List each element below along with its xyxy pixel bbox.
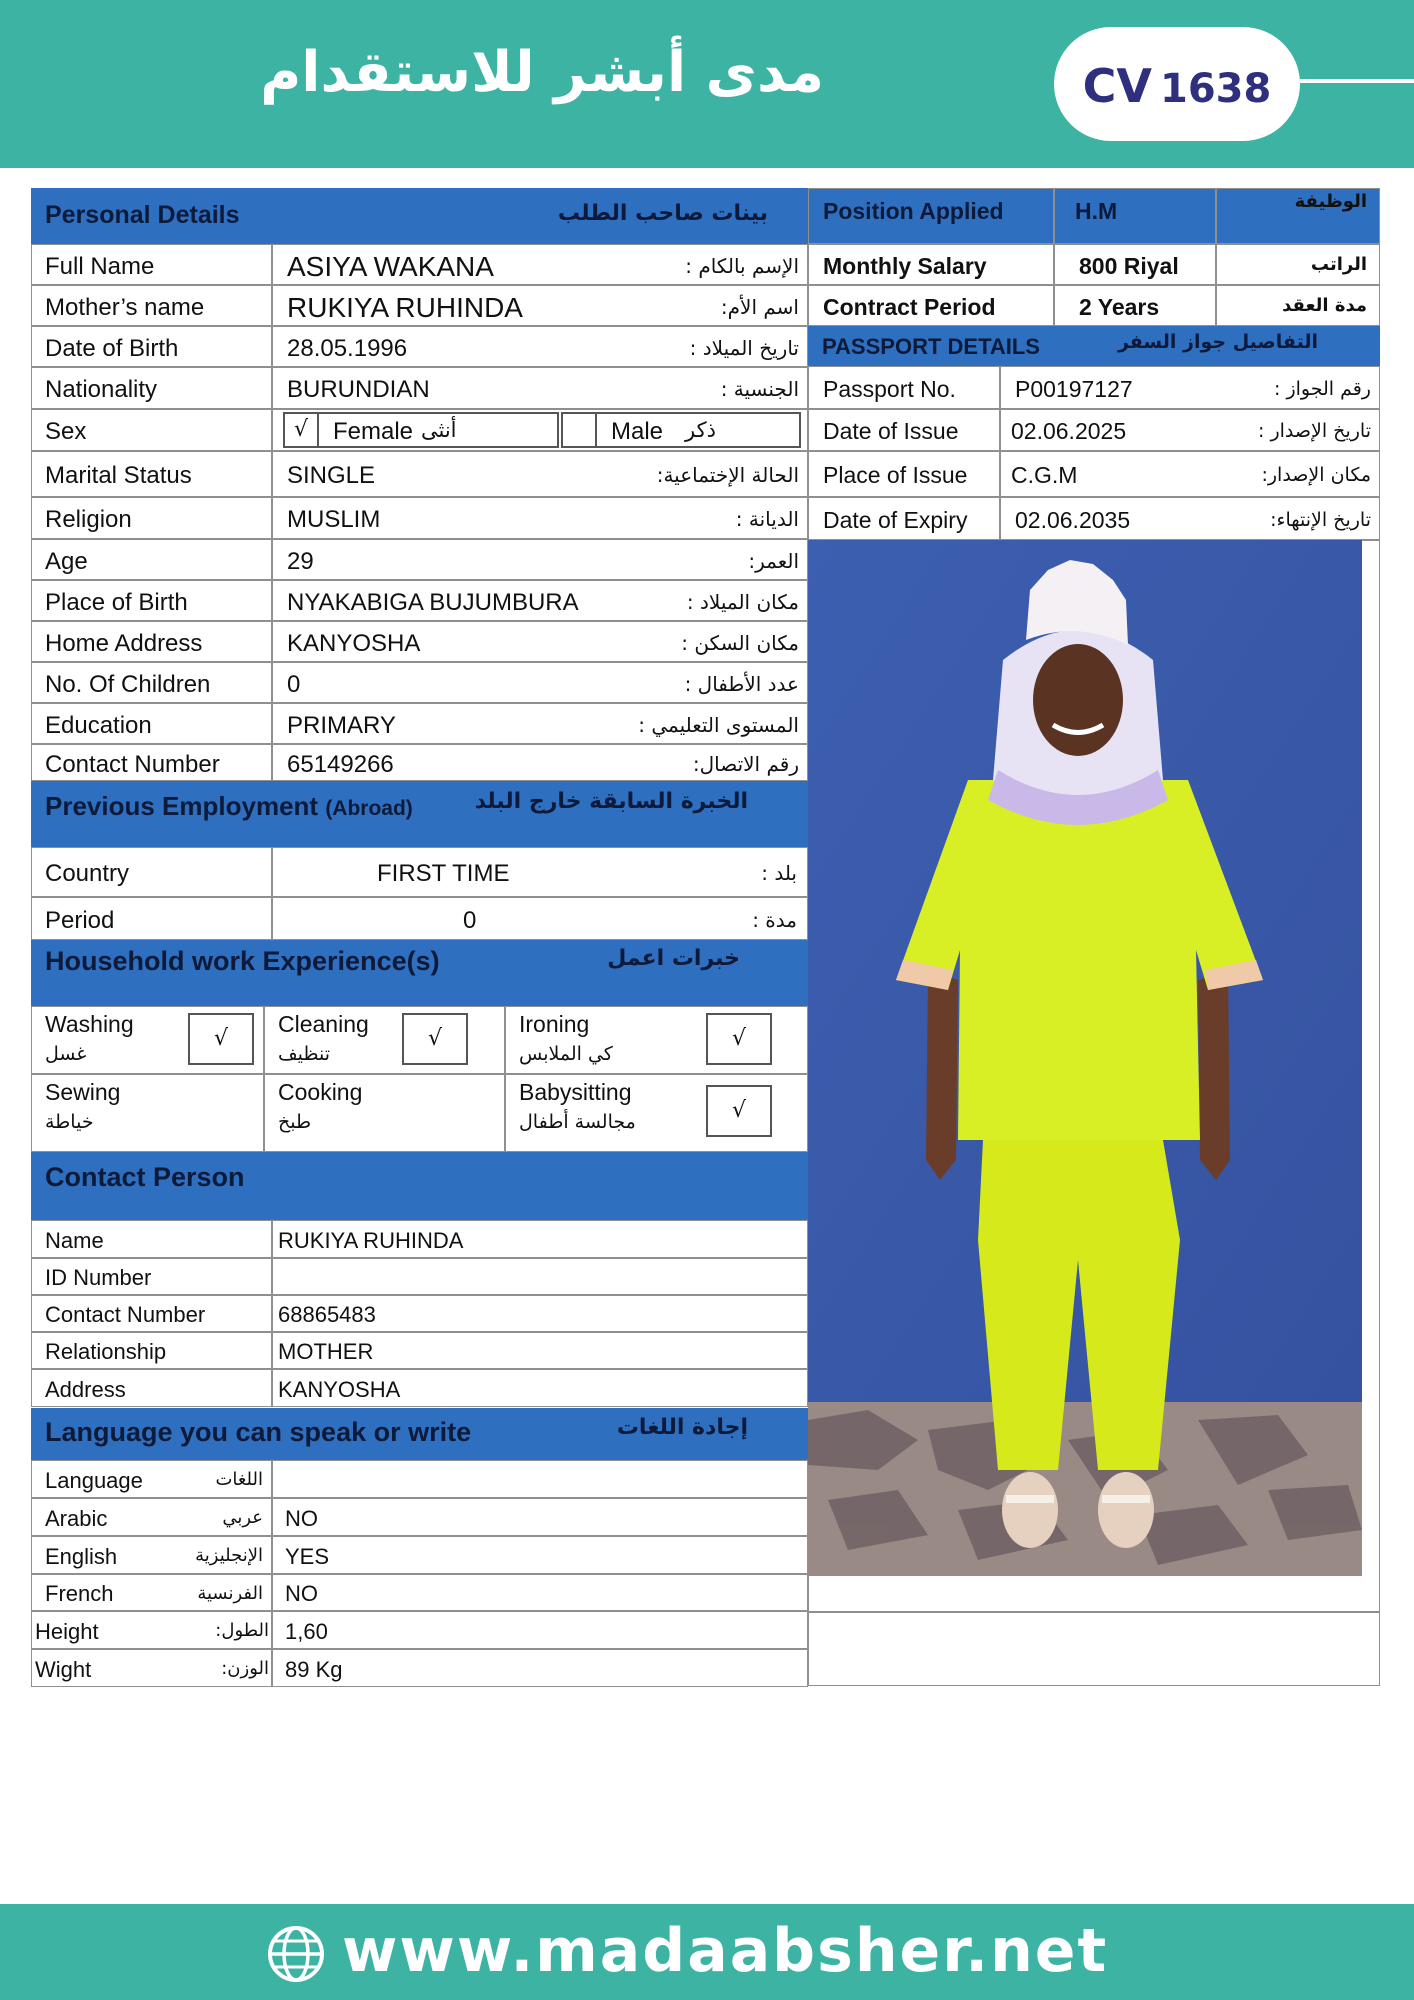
- passport-label-ar: تاريخ الإنتهاء:: [1270, 508, 1371, 531]
- personal-label-cell: [31, 326, 272, 367]
- personal-label-ar: المستوى التعليمي :: [638, 712, 799, 737]
- passport-label-cell: [808, 366, 1000, 409]
- personal-value: PRIMARY: [287, 711, 396, 739]
- skill-label: Washing: [45, 1011, 134, 1037]
- personal-label: Religion: [45, 506, 132, 533]
- skill-label-ar: تنظيف: [278, 1043, 331, 1065]
- position-value-cell: [1054, 244, 1216, 285]
- passport-label-ar: تاريخ الإصدار :: [1258, 420, 1371, 442]
- prev-label-ar: مدة :: [752, 907, 797, 932]
- contact-label-cell: [31, 1295, 272, 1332]
- personal-label-cell: [31, 285, 272, 326]
- contact-value-cell: [272, 1369, 808, 1407]
- language-value-cell: [272, 1498, 808, 1536]
- personal-value-cell: [272, 326, 808, 367]
- skill-label-ar: خياطة: [45, 1111, 94, 1133]
- agency-title: مدى أبشر للاستقدام: [260, 40, 824, 105]
- position-label-cell: [808, 188, 1054, 244]
- prev-label-cell: [31, 897, 272, 940]
- personal-value-cell: [272, 497, 808, 539]
- language-value: 1,60: [285, 1618, 328, 1644]
- language-label-ar: الإنجليزية: [195, 1545, 263, 1566]
- language-value: NO: [285, 1581, 318, 1606]
- sex-label: Sex: [45, 418, 87, 445]
- language-label: Language: [45, 1467, 143, 1493]
- photo-bottom-cell: [808, 1612, 1380, 1686]
- personal-label-ar: تاريخ الميلاد :: [689, 335, 799, 360]
- candidate-photo: [808, 540, 1362, 1576]
- passport-title: PASSPORT DETAILS: [822, 334, 1040, 359]
- contact-person-header: [31, 1152, 808, 1220]
- position-value: H.M: [1075, 198, 1118, 224]
- passport-value-cell: [1000, 366, 1380, 409]
- contact-label-cell: [31, 1369, 272, 1407]
- skill-label-ar: مجالسة أطفال: [519, 1111, 636, 1133]
- skill-checkbox[interactable]: √: [706, 1085, 772, 1137]
- personal-value-cell: [272, 244, 808, 285]
- personal-label: Marital Status: [45, 462, 192, 489]
- contact-label: Name: [45, 1227, 104, 1253]
- skill-checkbox[interactable]: √: [706, 1013, 772, 1065]
- female-label-ar: أنثى: [421, 418, 457, 442]
- contact-value-cell: [272, 1258, 808, 1295]
- household-title: Household work Experience(s): [45, 946, 440, 976]
- male-label-ar: ذكر: [685, 418, 716, 442]
- passport-label-cell: [808, 451, 1000, 497]
- passport-label-ar: رقم الجواز :: [1274, 377, 1371, 400]
- personal-label: No. Of Children: [45, 670, 211, 698]
- position-value: 800 Riyal: [1079, 252, 1179, 279]
- skill-checkbox[interactable]: √: [188, 1013, 254, 1065]
- personal-value: 29: [287, 547, 314, 575]
- cv-badge: [1054, 27, 1300, 141]
- language-label-ar: عربي: [222, 1507, 263, 1528]
- personal-label: Age: [45, 547, 88, 575]
- prev-label: Country: [45, 860, 130, 887]
- previous-employment-header: [31, 781, 808, 847]
- personal-label-cell: [31, 621, 272, 662]
- passport-label-ar: مكان الإصدار:: [1261, 464, 1371, 486]
- male-box: [595, 412, 801, 448]
- position-label: Contract Period: [823, 293, 996, 320]
- skill-cell: [31, 1074, 264, 1152]
- passport-title-ar: التفاصيل جواز السفر: [1117, 331, 1318, 353]
- personal-value-cell: [272, 662, 808, 703]
- language-label-ar: الفرنسية: [197, 1582, 263, 1604]
- position-label-ar: الراتب: [1310, 253, 1367, 275]
- personal-label-ar: العمر:: [748, 548, 799, 573]
- candidate-photo-illustration: [808, 540, 1362, 1576]
- language-label: Height: [35, 1618, 99, 1644]
- language-label-cell: [31, 1611, 272, 1649]
- personal-value-cell: [272, 367, 808, 409]
- male-label: Male: [611, 418, 664, 445]
- personal-value: MUSLIM: [287, 506, 381, 533]
- personal-value: SINGLE: [287, 462, 376, 489]
- language-value-cell: [272, 1574, 808, 1611]
- personal-label: Education: [45, 711, 152, 739]
- skill-label-ar: غسل: [45, 1043, 87, 1065]
- contact-value-cell: [272, 1332, 808, 1369]
- personal-label-ar: مكان الميلاد :: [686, 589, 799, 614]
- personal-value-cell: [272, 744, 808, 781]
- personal-label-cell: [31, 703, 272, 744]
- personal-value: BURUNDIAN: [287, 376, 430, 403]
- personal-value-cell: [272, 580, 808, 621]
- personal-value: RUKIYA RUHINDA: [287, 291, 523, 323]
- skill-cell: [505, 1074, 808, 1152]
- prev-value: FIRST TIME: [377, 860, 510, 887]
- contact-label-cell: [31, 1220, 272, 1258]
- previous-employment-title: Previous Employment (Abroad): [45, 791, 413, 821]
- personal-label: Nationality: [45, 376, 158, 403]
- personal-label: Full Name: [45, 252, 155, 280]
- passport-value-cell: [1000, 451, 1380, 497]
- language-value-cell: [272, 1460, 808, 1498]
- passport-value: 02.06.2035: [1015, 506, 1131, 533]
- passport-label: Passport No.: [823, 375, 956, 402]
- male-checkbox[interactable]: [561, 412, 597, 448]
- contact-value: 68865483: [278, 1302, 376, 1327]
- header-band: [0, 0, 1414, 168]
- language-label: English: [45, 1543, 118, 1569]
- language-label: French: [45, 1581, 114, 1606]
- personal-label: Place of Birth: [45, 588, 188, 616]
- personal-label-ar: اسم الأم:: [720, 294, 799, 319]
- personal-value-cell: [272, 703, 808, 744]
- position-label-cell: [808, 244, 1054, 285]
- language-label-cell: [31, 1460, 272, 1498]
- personal-label-cell: [31, 539, 272, 580]
- position-label: Position Applied: [823, 198, 1004, 224]
- languages-title: Language you can speak or write: [45, 1417, 472, 1447]
- language-label: Wight: [35, 1656, 92, 1682]
- skill-label: Cleaning: [278, 1011, 369, 1037]
- globe-icon: [266, 1924, 326, 1984]
- position-value-cell: [1054, 285, 1216, 326]
- contact-label: Relationship: [45, 1339, 167, 1364]
- contact-value-cell: [272, 1220, 808, 1258]
- skill-label-ar: طبخ: [278, 1111, 312, 1133]
- personal-value: KANYOSHA: [287, 629, 421, 657]
- personal-label-cell: [31, 497, 272, 539]
- personal-details-header: [31, 188, 808, 244]
- personal-label-cell: [31, 451, 272, 497]
- passport-value-cell: [1000, 409, 1380, 451]
- contact-label: ID Number: [45, 1265, 152, 1290]
- personal-label-ar: الجنسية :: [720, 377, 799, 401]
- previous-employment-title-ar: الخبرة السابقة خارج البلد: [474, 789, 748, 814]
- contact-person-title: Contact Person: [45, 1162, 245, 1192]
- sex-label-cell: [31, 409, 272, 451]
- personal-value: NYAKABIGA BUJUMBURA: [287, 588, 579, 616]
- contact-value: KANYOSHA: [278, 1376, 401, 1402]
- language-label-cell: [31, 1649, 272, 1687]
- header-divider: [1300, 79, 1414, 83]
- personal-label: Contact Number: [45, 750, 220, 778]
- language-value: 89 Kg: [285, 1656, 343, 1682]
- prev-value: 0: [463, 906, 477, 934]
- personal-label-ar: عدد الأطفال :: [684, 671, 799, 696]
- prev-label: Period: [45, 906, 115, 934]
- contact-value: RUKIYA RUHINDA: [278, 1227, 464, 1253]
- sex-value-cell: [272, 409, 808, 451]
- skill-label: Sewing: [45, 1079, 121, 1105]
- passport-label: Date of Issue: [823, 418, 959, 444]
- passport-value: P00197127: [1015, 375, 1133, 402]
- skill-label: Ironing: [519, 1011, 590, 1037]
- position-label-ar-cell: [1216, 285, 1380, 326]
- personal-value-cell: [272, 285, 808, 326]
- prev-label-cell: [31, 847, 272, 897]
- prev-label-ar: بلد :: [761, 861, 797, 885]
- personal-label-cell: [31, 662, 272, 703]
- personal-label-cell: [31, 580, 272, 621]
- passport-label-cell: [808, 497, 1000, 540]
- language-label: Arabic: [45, 1505, 108, 1531]
- personal-label-cell: [31, 367, 272, 409]
- position-label: Monthly Salary: [823, 252, 987, 279]
- languages-title-ar: إجادة اللغات: [616, 1415, 748, 1440]
- female-label: Female: [333, 418, 414, 445]
- contact-label: Address: [45, 1376, 126, 1402]
- skill-label-ar: كي الملابس: [519, 1043, 613, 1065]
- passport-label: Place of Issue: [823, 462, 968, 488]
- position-label-ar: الوظيفة: [1294, 191, 1367, 212]
- personal-label-cell: [31, 744, 272, 781]
- skill-cell: [264, 1006, 505, 1074]
- skill-cell: [505, 1006, 808, 1074]
- personal-value-cell: [272, 539, 808, 580]
- personal-details-title: Personal Details: [45, 201, 240, 229]
- personal-label-ar: الإسم بالكام :: [685, 253, 799, 278]
- skill-label: Cooking: [278, 1079, 363, 1105]
- contact-value-cell: [272, 1295, 808, 1332]
- passport-value: 02.06.2025: [1011, 418, 1127, 444]
- passport-value: C.G.M: [1011, 462, 1078, 488]
- language-label-ar: الوزن:: [221, 1658, 269, 1679]
- language-label-cell: [31, 1498, 272, 1536]
- contact-label: Contact Number: [45, 1302, 206, 1327]
- cv-prefix: CV: [1082, 59, 1153, 113]
- female-box: [317, 412, 559, 448]
- footer-band: [0, 1904, 1414, 2000]
- personal-label-cell: [31, 244, 272, 285]
- languages-header: [31, 1408, 808, 1460]
- personal-label-ar: رقم الاتصال:: [692, 751, 799, 776]
- skill-label: Babysitting: [519, 1079, 632, 1105]
- personal-label-ar: الديانة :: [735, 507, 799, 531]
- personal-value: 65149266: [287, 750, 394, 778]
- prev-value-cell: [272, 847, 808, 897]
- personal-value: 28.05.1996: [287, 334, 408, 362]
- position-value: 2 Years: [1079, 293, 1160, 320]
- language-value-cell: [272, 1536, 808, 1574]
- skill-cell: [264, 1074, 505, 1152]
- personal-value-cell: [272, 451, 808, 497]
- position-label-ar-cell: [1216, 244, 1380, 285]
- passport-header: [808, 326, 1380, 366]
- cv-number: 1638: [1160, 66, 1272, 112]
- household-title-ar: خبرات اعمل: [607, 946, 740, 971]
- language-value-cell: [272, 1649, 808, 1687]
- skill-cell: [31, 1006, 264, 1074]
- skill-checkbox[interactable]: √: [402, 1013, 468, 1065]
- website-link[interactable]: www.madaabsher.net: [342, 1916, 1109, 1986]
- position-label-cell: [808, 285, 1054, 326]
- passport-label: Date of Expiry: [823, 506, 968, 533]
- position-value-cell: [1054, 188, 1216, 244]
- language-label-cell: [31, 1536, 272, 1574]
- language-value: NO: [285, 1505, 318, 1531]
- personal-label: Home Address: [45, 629, 203, 657]
- contact-label-cell: [31, 1258, 272, 1295]
- contact-value: MOTHER: [278, 1339, 374, 1364]
- passport-value-cell: [1000, 497, 1380, 540]
- passport-label-cell: [808, 409, 1000, 451]
- language-value-cell: [272, 1611, 808, 1649]
- female-checkbox[interactable]: √: [283, 412, 319, 448]
- contact-label-cell: [31, 1332, 272, 1369]
- personal-value: ASIYA WAKANA: [287, 250, 494, 282]
- personal-label: Date of Birth: [45, 334, 179, 362]
- personal-label: Mother’s name: [45, 293, 205, 321]
- language-label-ar: اللغات: [215, 1469, 263, 1490]
- personal-value: 0: [287, 670, 301, 698]
- language-label-cell: [31, 1574, 272, 1611]
- personal-label-ar: مكان السكن :: [681, 630, 799, 655]
- position-label-ar: مدة العقد: [1282, 294, 1367, 316]
- position-label-ar-cell: [1216, 188, 1380, 244]
- prev-value-cell: [272, 897, 808, 940]
- personal-label-ar: الحالة الإختماعية:: [656, 463, 799, 487]
- language-value: YES: [285, 1543, 330, 1569]
- personal-details-title-ar: بينات صاحب الطلب: [557, 201, 768, 226]
- language-label-ar: الطول:: [215, 1620, 269, 1641]
- household-header: [31, 940, 808, 1006]
- personal-value-cell: [272, 621, 808, 662]
